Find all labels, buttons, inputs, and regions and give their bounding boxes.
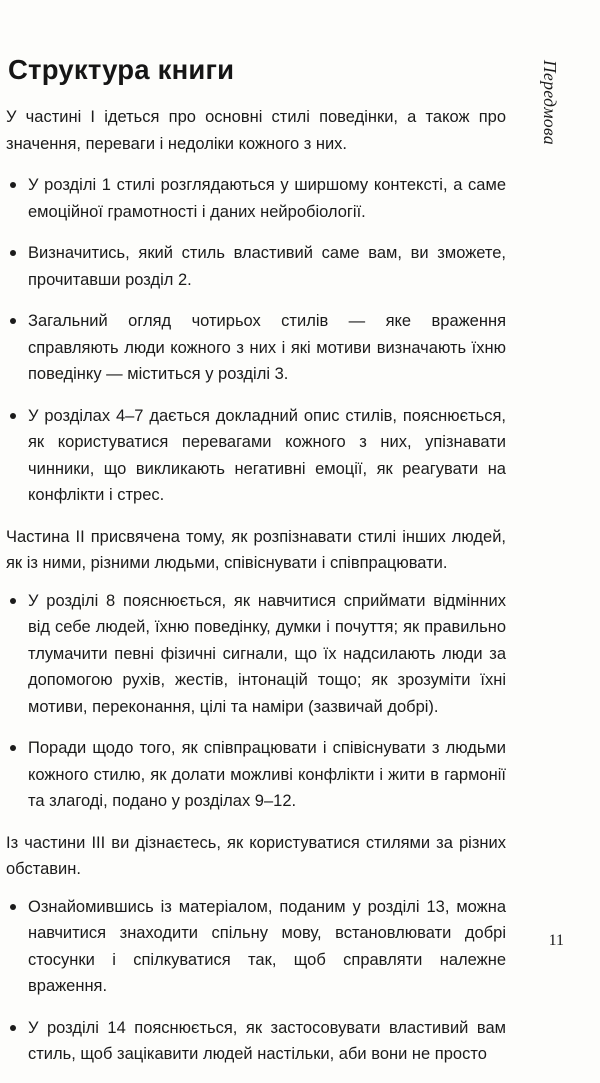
bullet-item: Ознайомившись із матеріалом, поданим у розділі 13, можна навчитися знаходити спільну мову, встановлювати добрі стосунки і спілкуватися так, щоб справляти належне враження.	[6, 894, 506, 1000]
paragraph: Частина ІІ присвячена тому, як розпізнавати стилі інших людей, як із ними, різними людьми, співіснувати і співпрацювати.	[6, 527, 506, 572]
bullet-item: У розділі 1 стилі розглядаються у ширшому контексті, а саме емоційної грамотності і даних нейробіології.	[6, 172, 506, 225]
bullet-item: Загальний огляд чотирьох стилів — яке враження справляють люди кожного з них і які мотиви визначають їхню поведінку — міститься у розділі 3.	[6, 308, 506, 388]
bullet-item: У розділі 8 пояснюється, як навчитися сприймати відмінних від себе людей, їхню поведінку, думки і почуття; як правильно тлумачити певні фізичні сигнали, що їх надсилають люди за допомогою рухів, жестів, інтонацій тощо; як зрозуміти їхні мотиви, переконання, цілі та наміри (зазвичай добрі).	[6, 588, 506, 721]
bullet-item: У розділі 14 пояснюється, як застосовувати властивий вам стиль, щоб зацікавити людей настільки, аби вони не просто	[6, 1015, 506, 1068]
bullet-item: Визначитись, який стиль властивий саме вам, ви зможете, прочитавши розділ 2.	[6, 240, 506, 293]
bullet-item: Поради щодо того, як співпрацювати і співіснувати з людьми кожного стилю, як долати можливі конфлікти і жити в гармонії та злагоді, подано у розділах 9–12.	[6, 735, 506, 815]
bullet-item: У розділах 4–7 дається докладний опис стилів, пояснюється, як користуватися перевагами кожного з них, упізнавати чинники, що викликають негативні емоції, як реагувати на конфлікти і стрес.	[6, 403, 506, 509]
body-text	[6, 104, 506, 1083]
paragraph: Із частини ІІІ ви дізнаєтесь, як користуватися стилями за різних обставин.	[6, 833, 506, 878]
page-number: 11	[548, 932, 564, 949]
section-title: Структура книги	[8, 54, 235, 85]
running-header: Передмова	[540, 60, 560, 146]
paragraph: У частині І ідеться про основні стилі поведінки, а також про значення, переваги і недоліки кожного з них.	[6, 108, 506, 153]
